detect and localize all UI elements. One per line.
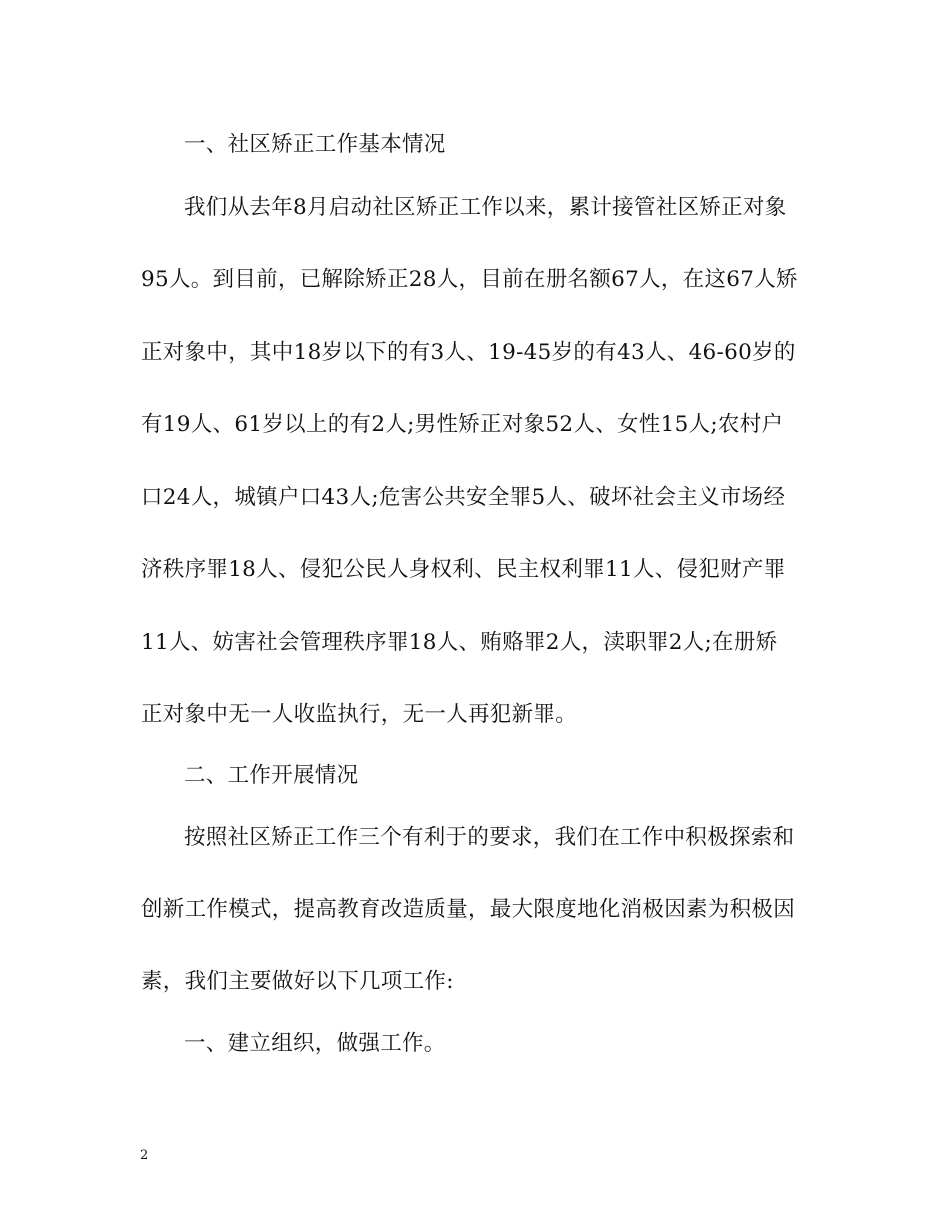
paragraph-line: 95人。到目前，已解除矫正28人，目前在册名额67人，在这67人矫 (141, 267, 798, 292)
paragraph-line: 正对象中无一人收监执行，无一人再犯新罪。 (141, 702, 578, 727)
paragraph-line: 按照社区矫正工作三个有利于的要求，我们在工作中积极探索和 (184, 825, 795, 850)
paragraph-line: 济秩序罪18人、侵犯公民人身权利、民主权利罪11人、侵犯财产罪 (141, 557, 786, 582)
paragraph-line: 口24人，城镇户口43人;危害公共安全罪5人、破坏社会主义市场经 (141, 485, 786, 510)
heading-basic-situation: 一、社区矫正工作基本情况 (184, 132, 446, 157)
paragraph-line: 我们从去年8月启动社区矫正工作以来，累计接管社区矫正对象 (184, 195, 787, 220)
paragraph-line: 有19人、61岁以上的有2人;男性矫正对象52人、女性15人;农村户 (141, 412, 784, 437)
subheading-establish-organization: 一、建立组织，做强工作。 (184, 1031, 446, 1056)
paragraph-line: 素，我们主要做好以下几项工作: (141, 969, 454, 994)
paragraph-line: 正对象中，其中18岁以下的有3人、19-45岁的有43人、46-60岁的 (141, 340, 796, 365)
paragraph-line: 创新工作模式，提高教育改造质量，最大限度地化消极因素为积极因 (141, 897, 796, 922)
paragraph-line: 11人、妨害社会管理秩序罪18人、贿赂罪2人，渎职罪2人;在册矫 (141, 630, 778, 655)
page-number: 2 (140, 1148, 149, 1163)
heading-work-progress: 二、工作开展情况 (184, 763, 359, 788)
